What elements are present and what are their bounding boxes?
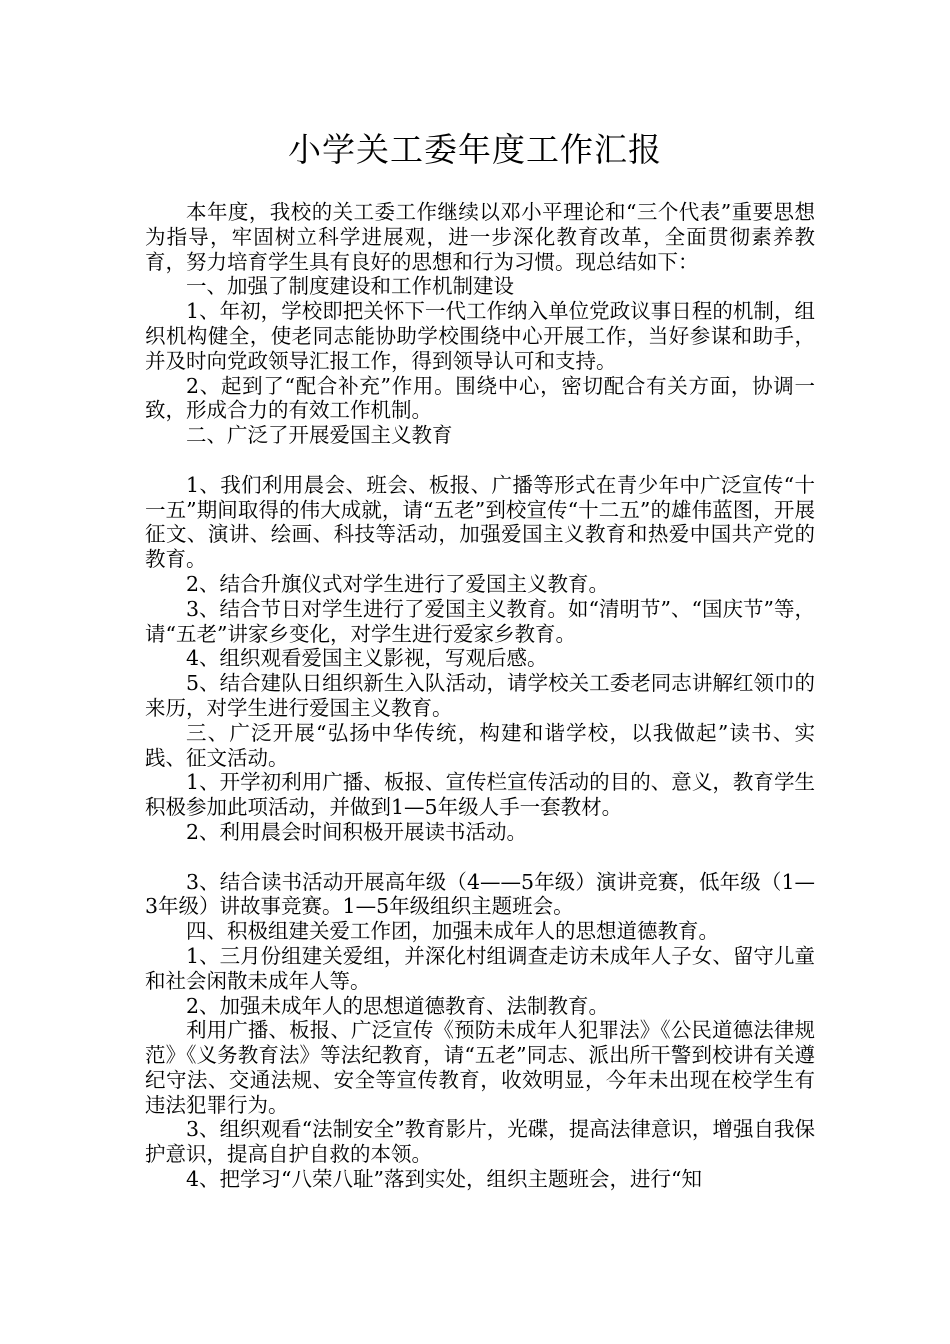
- section-heading-4: 四、积极组建关爱工作团，加强未成年人的思想道德教育。: [186, 919, 719, 944]
- paragraph: 2、加强未成年人的思想道德教育、法制教育。: [186, 993, 610, 1018]
- paragraph: 3、结合节日对学生进行了爱国主义教育。如“清明节”、“国庆节”等，请“五老”讲家乡变化，对学生进行爱家乡教育。: [145, 596, 815, 646]
- paragraph: 5、结合建队日组织新生入队活动，请学校关工委老同志讲解红领巾的来历，对学生进行爱国主义教育。: [145, 671, 815, 720]
- paragraph: 利用广播、板报、广泛宣传《预防未成年人犯罪法》《公民道德法律规范》《义务教育法》等法纪教育，请“五老”同志、派出所干警到校讲有关遵纪守法、交通法规、安全等宣传教育，收效明显，今年未出现在校学生有违法犯罪行为。: [145, 1018, 815, 1117]
- paragraph: 1、我们利用晨会、班会、板报、广播等形式在青少年中广泛宣传“十一五”期间取得的伟大成就，请“五老”到校宣传“十二五”的雄伟蓝图，开展征文、演讲、绘画、科技等活动，加强爱国主义教育和热爱中国共产党的教育。: [145, 472, 815, 572]
- paragraph: 3、结合读书活动开展高年级（4——5年级）演讲竞赛，低年级（1—3年级）讲故事竞赛。1—5年级组织主题班会。: [145, 869, 815, 919]
- intro-paragraph: 本年度，我校的关工委工作继续以邓小平理论和“三个代表”重要思想为指导，牢固树立科学进展观，进一步深化教育改革，全面贯彻素养教育，努力培育学生具有良好的思想和行为习惯。现总结如下：: [145, 200, 815, 274]
- paragraph: 3、组织观看“法制安全”教育影片，光碟，提高法律意识，增强自我保护意识，提高自护自救的本领。: [145, 1117, 815, 1167]
- paragraph: 1、三月份组建关爱组，并深化村组调查走访未成年人子女、留守儿童和社会闲散未成年人等。: [145, 943, 815, 993]
- blank-line: [145, 448, 815, 473]
- paragraph: 1、开学初利用广播、板报、宣传栏宣传活动的目的、意义，教育学生积极参加此项活动，并做到1—5年级人手一套教材。: [145, 770, 815, 820]
- section-heading-3: 三、广泛开展“弘扬中华传统，构建和谐学校，以我做起”读书、实践、征文活动。: [145, 720, 815, 770]
- paragraph: 2、利用晨会时间积极开展读书活动。: [186, 819, 528, 844]
- paragraph: 2、结合升旗仪式对学生进行了爱国主义教育。: [186, 571, 610, 596]
- paragraph: 2、起到了“配合补充”作用。围绕中心，密切配合有关方面，协调一致，形成合力的有效工作机制。: [145, 373, 815, 423]
- section-heading-2: 二、广泛了开展爱国主义教育: [186, 423, 453, 448]
- paragraph: 4、把学习“八荣八耻”落到实处，组织主题班会，进行“知: [186, 1167, 702, 1192]
- document-title: 小学关工委年度工作汇报: [288, 130, 662, 169]
- blank-line: [145, 845, 815, 870]
- paragraph: 1、年初，学校即把关怀下一代工作纳入单位党政议事日程的机制，组织机构健全，使老同志能协助学校围绕中心开展工作，当好参谋和助手，并及时向党政领导汇报工作，得到领导认可和支持。: [145, 299, 815, 373]
- section-heading-1: 一、加强了制度建设和工作机制建设: [186, 274, 514, 299]
- document-body: [145, 200, 815, 1192]
- paragraph: 4、组织观看爱国主义影视，写观后感。: [186, 646, 548, 671]
